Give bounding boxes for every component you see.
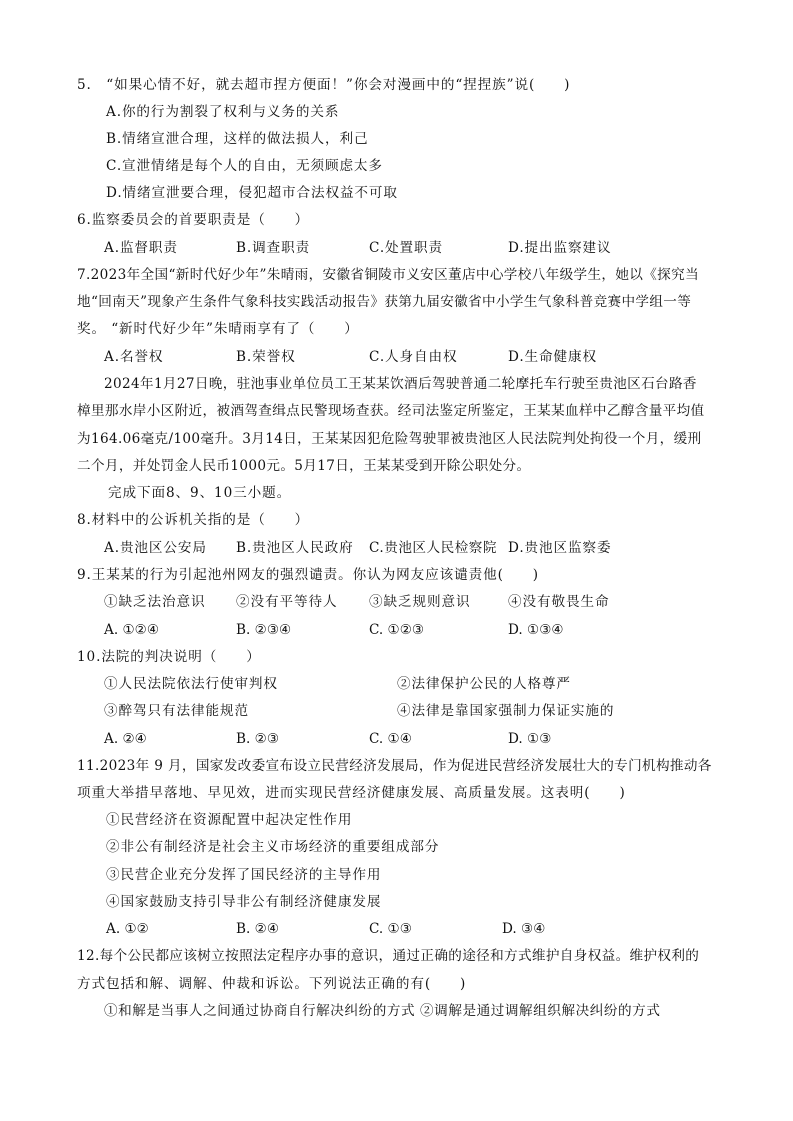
question-7-stem-line1: 7.2023年全国“新时代好少年”朱晴雨，安徽省铜陵市义安区董店中心学校八年级学生，她以《探究当: [77, 267, 700, 283]
question-12-stem-line2: 方式包括和解、调解、仲裁和诉讼。下列说法正确的有( ): [77, 976, 467, 992]
q5-option-d: D.情绪宣泄要合理，侵犯超市合法权益不可取: [106, 185, 398, 201]
q6-option-c: C.处置职责: [369, 240, 444, 256]
q11-statement-3: ③民营企业充分发挥了国民经济的主导作用: [106, 867, 382, 883]
question-12-stem-line1: 12.每个公民都应该树立按照法定程序办事的意识，通过正确的途径和方式维护自身权益。维护权利的: [77, 948, 700, 964]
question-7-stem-line2: 地“回南天”现象产生条件气象科技实践活动报告》获第九届安徽省中小学生气象科普竞赛中学组一等: [77, 294, 692, 310]
question-8-stem: 8.材料中的公诉机关指的是（ ）: [77, 512, 310, 528]
q8-option-d: D.贵池区监察委: [508, 540, 612, 556]
q11-statement-2: ②非公有制经济是社会主义市场经济的重要组成部分: [106, 839, 440, 855]
q9-option-a: A. ①②④: [104, 622, 160, 638]
q5-option-b: B.情绪宣泄合理，这样的做法损人，利己: [106, 131, 369, 147]
question-6-stem: 6.监察委员会的首要职责是（ ）: [77, 212, 310, 228]
q10-statement-4: ④法律是靠国家强制力保证实施的: [397, 703, 615, 719]
q6-option-b: B.调查职责: [236, 240, 311, 256]
material-line1: 2024年1月27日晚，驻池事业单位员工王某某饮酒后驾驶普通二轮摩托车行驶至贵池区石台路香: [104, 376, 697, 392]
q9-statement-1: ①缺乏法治意识: [104, 594, 206, 610]
q6-option-d: D.提出监察建议: [508, 240, 612, 256]
material-line4: 二个月，并处罚金人民币1000元。5月17日，王某某受到开除公职处分。: [77, 458, 531, 474]
q11-statement-4: ④国家鼓励支持引导非公有制经济健康发展: [106, 894, 382, 910]
q11-statement-1: ①民营经济在资源配置中起决定性作用: [106, 812, 353, 828]
q9-statement-3: ③缺乏规则意识: [369, 594, 471, 610]
q7-option-d: D.生命健康权: [508, 349, 598, 365]
q7-option-b: B.荣誉权: [236, 349, 296, 365]
material-line3: 为164.06毫克/100毫升。3月14日，王某某因犯危险驾驶罪被贵池区人民法院判处拘役一个月，缓刑: [77, 431, 702, 447]
q11-option-c: C. ①③: [369, 921, 412, 937]
q7-option-c: C.人身自由权: [369, 349, 458, 365]
q9-statement-2: ②没有平等待人: [236, 594, 338, 610]
q10-option-a: A. ②④: [104, 731, 147, 747]
question-11-stem-line2: 项重大举措早落地、早见效，进而实现民营经济健康发展、高质量发展。这表明( ): [77, 785, 626, 801]
question-7-stem-line3: 奖。 “新时代好少年”朱晴雨享有了（ ）: [77, 321, 359, 337]
q8-option-c: C.贵池区人民检察院: [369, 540, 497, 556]
q10-option-b: B. ②③: [236, 731, 280, 747]
q11-option-a: A. ①②: [106, 921, 149, 937]
q7-option-a: A.名誉权: [104, 349, 164, 365]
q9-option-d: D. ①③④: [508, 622, 564, 638]
question-11-stem-line1: 11.2023年 9 月，国家发改委宣布设立民营经济发展局，作为促进民营经济发展壮大的专门机构推动各: [77, 758, 712, 774]
q10-option-c: C. ①④: [369, 731, 412, 747]
q8-option-b: B.贵池区人民政府: [236, 540, 354, 556]
q5-option-a: A.你的行为割裂了权利与义务的关系: [106, 104, 340, 120]
material-instruction: 完成下面8、9、10三小题。: [108, 485, 292, 501]
q11-option-b: B. ②④: [236, 921, 280, 937]
material-line2: 樟里那水岸小区附近，被酒驾查缉点民警现场查获。经司法鉴定所鉴定，王某某血样中乙醇含量平均值: [77, 403, 705, 419]
q10-option-d: D. ①③: [508, 731, 552, 747]
q5-option-c: C.宣泄情绪是每个人的自由，无须顾虑太多: [106, 158, 383, 174]
q6-option-a: A.监督职责: [104, 240, 178, 256]
q10-statement-3: ③醉驾只有法律能规范: [104, 703, 249, 719]
q10-statement-2: ②法律保护公民的人格尊严: [397, 676, 571, 692]
q8-option-a: A.贵池区公安局: [104, 540, 207, 556]
q11-option-d: D. ③④: [502, 921, 546, 937]
q9-statement-4: ④没有敬畏生命: [508, 594, 610, 610]
q12-statements-line: ①和解是当事人之间通过协商自行解决纠纷的方式 ②调解是通过调解组织解决纠纷的方式: [104, 1003, 661, 1019]
question-10-stem: 10.法院的判决说明（ ）: [77, 649, 261, 665]
q10-statement-1: ①人民法院依法行使审判权: [104, 676, 278, 692]
question-5-stem: 5. “如果心情不好，就去超市捏方便面！”你会对漫画中的“捏捏族”说( ): [77, 77, 571, 93]
question-9-stem: 9.王某某的行为引起池州网友的强烈谴责。你认为网友应该谴责他( ): [77, 567, 539, 583]
q9-option-c: C. ①②③: [369, 622, 425, 638]
q9-option-b: B. ②③④: [236, 622, 292, 638]
